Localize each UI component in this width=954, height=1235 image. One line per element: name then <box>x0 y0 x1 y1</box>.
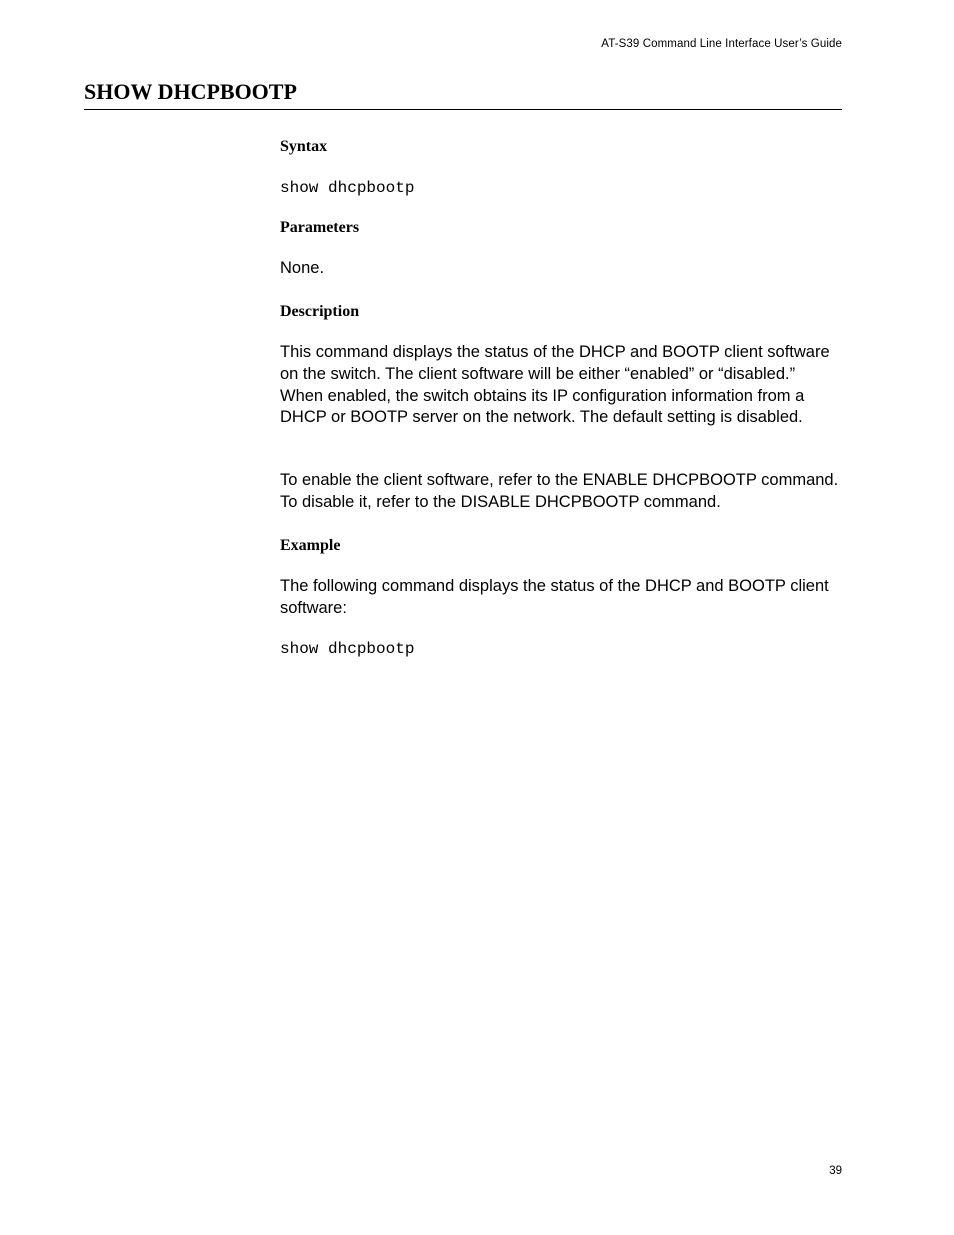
example-text: The following command displays the status of the DHCP and BOOTP client software: <box>280 577 829 617</box>
running-header: AT-S39 Command Line Interface User’s Guide <box>601 38 842 50</box>
syntax-command: show dhcpbootp <box>280 179 415 197</box>
example-command: show dhcpbootp <box>280 640 415 658</box>
description-paragraph-1: This command displays the status of the DHCP and BOOTP client software on the switch. The client software will be either “enabled” or “disabled.” When enabled, the switch obtains its IP configuration information from a DHCP or BOOTP server on the network. The default setting is disabled. <box>280 343 830 427</box>
parameters-heading: Parameters <box>280 219 360 236</box>
section-title: SHOW DHCPBOOTP <box>84 79 297 104</box>
description-paragraph-2: To enable the client software, refer to the ENABLE DHCPBOOTP command. To disable it, refer to the DISABLE DHCPBOOTP command. <box>280 471 839 511</box>
description-heading: Description <box>280 303 360 320</box>
syntax-heading: Syntax <box>280 138 328 155</box>
example-heading: Example <box>280 537 341 554</box>
title-divider <box>84 109 842 110</box>
parameters-text: None. <box>280 259 325 277</box>
page-number: 39 <box>829 1165 842 1177</box>
